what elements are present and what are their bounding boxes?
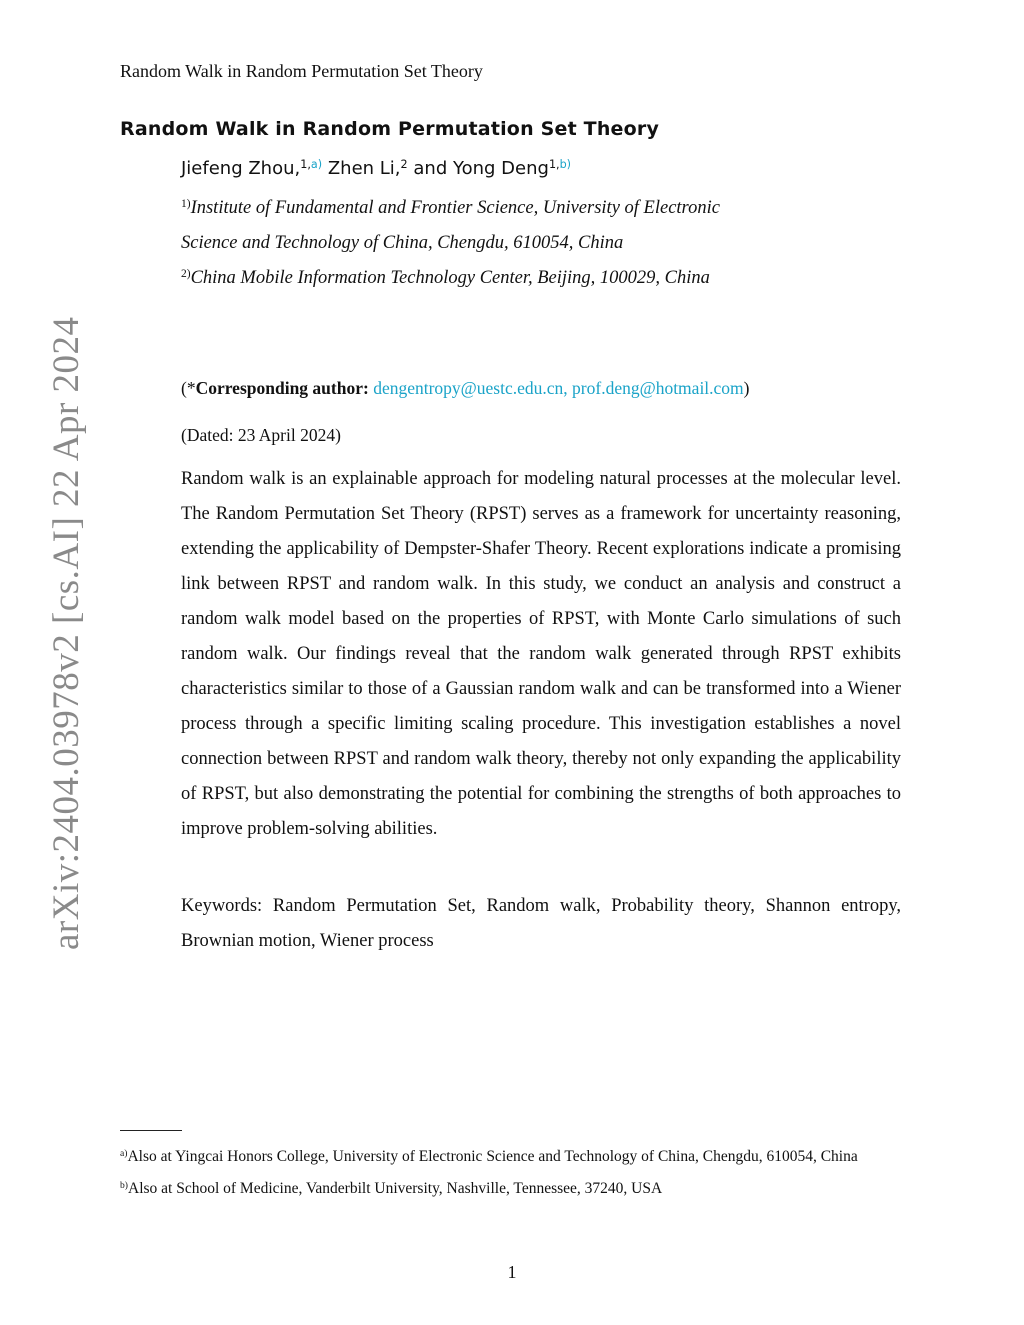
abstract: Random walk is an explainable approach for modeling natural processes at the molecular level. The Random Permutation Set Theory (RPST) serves as a framework for uncertainty reasoning, extending the applicability of Dempster-Shafer Theory. Recent explorations indicate a promising link between RPST and random walk. In this study, we conduct an analysis and construct a random walk model based on the properties of RPST, with Monte Carlo simulations of such random walk. Our findings reveal that the random walk generated through RPST exhibits characteristics similar to those of a Gaussian random walk and can be transformed into a Wiener process through a specific limiting scaling procedure. This investigation establishes a novel connection between RPST and random walk theory, thereby not only expanding the applicability of RPST, but also demonstrating the potential for combining the strengths of both approaches to improve problem-solving abilities. [181,469,901,839]
footnotes [120,1139,901,1200]
author-name: Jiefeng Zhou, [181,158,301,179]
affiliation-2 [181,261,741,296]
footnote-text: Also at School of Medicine, Vanderbilt University, Nashville, Tennessee, 37240, USA [128,1180,663,1197]
author-joiner: and [413,158,448,179]
arxiv-stamp: arXiv:2404.03978v2 [cs.AI] 22 Apr 2024 [46,316,87,950]
footnote-b [120,1178,901,1200]
affiliation-mark: 2 [400,157,408,171]
email-links[interactable]: dengentropy@uestc.edu.cn, prof.deng@hotmail.com [373,378,744,398]
corresponding-label: Corresponding author: [195,378,369,398]
footnote-text: Also at Yingcai Honors College, University of Electronic Science and Technology of China, Chengdu, 610054, China [127,1148,858,1165]
date-line: (Dated: 23 April 2024) [181,425,341,445]
corresponding-close: ) [743,378,750,398]
keywords: Keywords: Random Permutation Set, Random walk, Probability theory, Shannon entropy, Brownian motion, Wiener process [181,896,901,951]
author-name: Yong Deng [452,158,549,179]
affiliation-text: China Mobile Information Technology Center, Beijing, 100029, China [190,268,710,288]
footnote-rule [120,1130,182,1131]
affiliation-mark: 1, [300,157,311,171]
footnote-mark: b) [120,1179,128,1191]
corresponding-author [181,378,750,399]
affiliation-mark: 1, [548,157,560,171]
page-number: 1 [507,1262,517,1282]
running-header: Random Walk in Random Permutation Set Theory [120,61,483,81]
affiliation-mark: 1) [181,197,191,210]
affiliations [181,191,741,296]
footnote-mark: a) [120,1147,128,1159]
footnote-link-a[interactable]: a) [310,157,323,171]
affiliation-text: Institute of Fundamental and Frontier Science, University of Electronic Science and Technology of China, Chengdu, 610054, China [181,198,720,253]
affiliation-1 [181,191,741,261]
author-list [181,158,571,179]
affiliation-mark: 2) [181,267,191,280]
corresponding-open: (* [181,378,196,398]
footnote-a [120,1139,901,1175]
footnote-link-b[interactable]: b) [559,157,572,171]
author-name: Zhen Li, [327,158,401,179]
paper-title: Random Walk in Random Permutation Set Theory [120,118,660,140]
